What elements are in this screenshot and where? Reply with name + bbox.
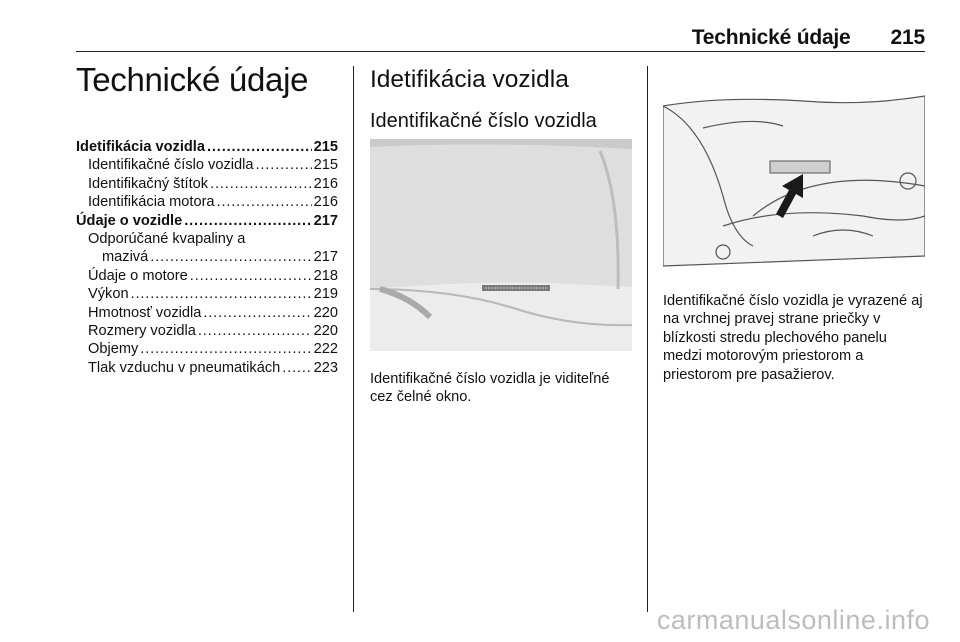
vin-caption-windshield: Identifikačné číslo vozidla je viditeľné cez čelné okno.: [370, 371, 610, 406]
watermark: carmanualsonline.info: [656, 605, 930, 635]
toc-leader: [150, 248, 311, 266]
toc-entry[interactable]: [76, 138, 338, 156]
toc-label: Rozmery vozidla: [88, 323, 196, 340]
contents-column: [76, 60, 338, 377]
toc-leader: [203, 304, 311, 322]
toc-page: 223: [313, 359, 338, 376]
toc-page: 215: [313, 139, 338, 155]
toc-entry[interactable]: [76, 193, 338, 211]
section-column: [370, 60, 632, 136]
toc-entry[interactable]: [76, 156, 338, 174]
toc-entry[interactable]: [76, 267, 338, 285]
section-title: Idetifikácia vozidla: [370, 66, 569, 93]
toc-page: 217: [313, 249, 338, 266]
running-title: Technické údaje: [691, 26, 851, 49]
vin-caption-bulkhead: Identifikačné číslo vozidla je vyrazené aj na vrchnej pravej strane priečky v blízkosti stredu plechového panelu medzi motorovým priestorom a priestorom pre pasažierov.: [663, 293, 923, 383]
windshield-glass: [370, 144, 632, 291]
toc-page: 220: [313, 304, 338, 321]
toc-label: Údaje o motore: [88, 267, 188, 284]
dashboard: [370, 283, 632, 351]
toc-entry-continuation: [88, 248, 338, 266]
toc-label: Výkon: [88, 286, 129, 303]
toc-leader: [210, 175, 312, 193]
toc-page: 219: [313, 286, 338, 303]
header-rule: [76, 51, 925, 52]
chapter-title: Technické údaje: [76, 61, 309, 98]
toc-label: Identifikačný štítok: [88, 175, 209, 192]
toc-leader: [207, 138, 312, 156]
toc-label: Tlak vzduchu v pneumatikách: [88, 359, 281, 376]
toc-label: Identifikačné číslo vozidla: [88, 157, 254, 174]
toc-label: Hmotnosť vozidla: [88, 304, 202, 321]
toc-entry[interactable]: [76, 322, 338, 340]
column-divider-2: [647, 66, 648, 612]
toc-page: 222: [313, 341, 338, 358]
toc-leader: [140, 340, 311, 358]
page-number: 215: [890, 26, 925, 49]
toc-label: Identifikácia motora: [88, 194, 215, 211]
running-head: [76, 26, 925, 50]
toc-page: 215: [313, 157, 338, 174]
toc-page: 218: [313, 267, 338, 284]
toc-leader: [282, 359, 311, 377]
toc-entry[interactable]: [76, 230, 338, 267]
toc-label: Údaje o vozidle: [76, 212, 183, 229]
table-of-contents: [76, 138, 338, 377]
toc-leader: [217, 193, 312, 211]
toc-page: 216: [313, 194, 338, 211]
toc-entry[interactable]: [76, 175, 338, 193]
toc-label: mazivá: [102, 249, 149, 266]
vin-stamp-area: [770, 161, 830, 173]
toc-label: Odporúčané kvapaliny a: [88, 231, 246, 248]
toc-entry[interactable]: [76, 285, 338, 303]
toc-entry[interactable]: [76, 304, 338, 322]
toc-leader: [184, 212, 311, 230]
toc-leader: [190, 267, 312, 285]
toc-leader: [131, 285, 312, 303]
toc-label: Idetifikácia vozidla: [76, 139, 205, 155]
toc-page: 216: [313, 175, 338, 192]
subsection-title: Identifikačné číslo vozidla: [370, 110, 597, 132]
column-divider-1: [353, 66, 354, 612]
toc-page: 217: [313, 212, 338, 229]
toc-entry[interactable]: [76, 340, 338, 358]
toc-leader: [255, 156, 311, 174]
bulkhead-vin-illustration: [663, 66, 925, 278]
toc-leader: [198, 322, 312, 340]
toc-label: Objemy: [88, 341, 139, 358]
toc-entry[interactable]: [76, 212, 338, 230]
toc-entry[interactable]: [76, 359, 338, 377]
windshield-vin-illustration: [370, 139, 632, 351]
toc-page: 220: [313, 323, 338, 340]
